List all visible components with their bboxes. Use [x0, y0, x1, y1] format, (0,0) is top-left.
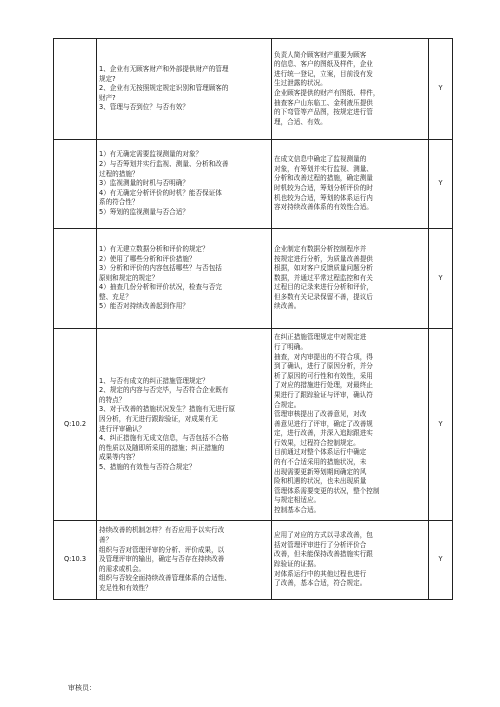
requirement-line: 财产? [99, 93, 116, 102]
evidence-line: 在成文信息中确定了监视测量的 [274, 155, 367, 164]
requirement-line: 1）有无确定需要监视测量的对象？ [99, 150, 203, 159]
result-cell: Y [429, 329, 453, 521]
requirement-line: 4）抽查几份分析和评价状况，检查与否完 [99, 283, 222, 292]
evidence-line: 的信息、客户的图纸及样件，企业 [274, 60, 373, 69]
audit-checklist-table [53, 38, 453, 600]
table-row [54, 229, 453, 329]
evidence-line: 在纠正措施管理规定中对规定进 [274, 333, 367, 342]
clause-id-cell: Q:10.2 [54, 329, 97, 521]
evidence-line: 险和机遇的状况，也未出现质量 [274, 477, 367, 486]
evidence-line: 行效果，过程符合控制规定。 [274, 438, 360, 447]
requirement-line: 5）能否对持续改善起到作用？ [99, 302, 189, 311]
evidence-line: 合规定。 [274, 400, 301, 409]
requirement-line: 的特点？ [99, 395, 126, 404]
evidence-line: 理，合适、有效。 [274, 117, 327, 126]
evidence-line: 踪验证的证据。 [274, 560, 321, 568]
evidence-line: 进行统一登记，立案，目前没有发 [274, 69, 373, 78]
requirement-cell [97, 329, 272, 521]
requirement-line: 组织与否对管理评审的分析、评价成果，以 [99, 545, 225, 554]
requirement-line: 成果等内容？ [99, 453, 139, 462]
requirement-line: 的性质以及随即所采用的措施；纠正措施的 [99, 443, 225, 452]
evidence-cell [272, 140, 429, 229]
requirement-line: 3、管理与否到位？与否有效？ [99, 103, 189, 112]
requirement-line: 2）使用了哪些分析和评价措施？ [99, 254, 196, 263]
requirement-line: 2）与否筹划并实行监视、测量、分析和改善 [99, 160, 229, 169]
result-cell: Y [429, 521, 453, 600]
result-cell: Y [429, 140, 453, 229]
evidence-line: 负责人简介顾客财产重要为顾客 [274, 50, 367, 59]
evidence-cell [272, 329, 429, 521]
evidence-line: 对体系运行中的其他过程也进行 [274, 569, 367, 578]
evidence-line: 行了明确。 [274, 342, 307, 351]
requirement-line: 3）分析和评价的内容包括哪些？与否包括 [99, 264, 222, 273]
evidence-line: 容对持续改善体系的有效性合适。 [274, 203, 373, 212]
evidence-line: 管理审核提出了改善意见，对改 [274, 410, 367, 419]
requirement-line: 持续改善的机制怎样？有否应用予以实行改 [99, 526, 225, 535]
requirement-line: 进行评审确认？ [99, 424, 146, 433]
result-cell: Y [429, 229, 453, 329]
reviewer-label: 审核员： [68, 684, 96, 692]
evidence-line: 善意见进行了评审，确定了改善规 [274, 419, 373, 428]
clause-id-cell [54, 140, 97, 229]
evidence-line: 了改善，基本合适，符合规定。 [274, 579, 367, 588]
requirement-line: 因分析，有无进行跟踪验证，对成果有无 [99, 414, 218, 423]
evidence-line: 析了原因的可行性和有效性，采用 [274, 371, 373, 380]
evidence-line: 的有不合适采用的措施状况，未 [274, 458, 367, 467]
requirement-line: 1、与否有成文的纠正措施管理规定？ [99, 376, 209, 385]
evidence-line: 对象，有筹划并实行监视、测量、 [274, 164, 373, 173]
evidence-line: 应用了对应的方式以寻求改善，包 [274, 531, 373, 540]
evidence-cell [272, 39, 429, 140]
evidence-line: 定，进行改善，并深入追踪跟进实 [274, 429, 373, 438]
evidence-line: 时机较为合适，筹划分析评价的时 [274, 184, 373, 192]
requirement-line: 5）筹划的监视测量与否合适？ [99, 207, 189, 216]
requirement-line: 的需求或机会。 [99, 564, 146, 573]
requirement-line: 5、措施的有效性与否符合规定？ [99, 462, 196, 471]
requirement-line: 过程的措施？ [99, 169, 139, 178]
evidence-line: 企业制定有数据分析控制程序并 [274, 244, 367, 253]
requirement-cell [97, 140, 272, 229]
evidence-line: 果进行了跟踪验证与评审，确认符 [274, 390, 373, 399]
evidence-line: 到了确认，进行了原因分析，并分 [274, 362, 373, 371]
evidence-line: 生过泄露的状况。 [274, 79, 327, 88]
table-row [54, 140, 453, 229]
evidence-line: 管理体系需要变更的状况，整个控制 [274, 486, 380, 495]
requirement-line: 系的符合性？ [99, 198, 139, 207]
requirement-line: 2、企业有无按照规定规定识别和管理顾客的 [99, 84, 229, 93]
requirement-line: 组织与否较全面持续改善管理体系的合适性、 [99, 574, 231, 583]
requirement-line: 3）监视测量的时机与否明确？ [99, 179, 189, 188]
evidence-line: 出现需要更新筹划期间确定的风 [274, 467, 367, 476]
evidence-line: 改善，但未能保持改善措施实行跟 [274, 550, 373, 559]
evidence-line: 目前通过对整个体系运行中确定 [274, 448, 367, 457]
evidence-cell [272, 229, 429, 329]
requirement-line: 原则和规定的规定？ [99, 273, 159, 282]
evidence-line: 了对应的措施进行处理，对最终止 [274, 381, 373, 390]
clause-id-cell: Q:10.3 [54, 521, 97, 600]
requirement-line: 2、规定的内容与否完毕，与否符合企业既有 [99, 386, 229, 395]
evidence-line: 的下弯管等产品图，按规定进行管 [274, 108, 373, 117]
evidence-line: 按规定进行分析，为质量改善提供 [274, 254, 373, 263]
evidence-line: 与规定相适应。 [274, 496, 321, 505]
requirement-line: 及管理评审的输出，确定与否存在持续改善 [99, 555, 225, 564]
requirement-line: 1）有无建立数据分析和评价的规定？ [99, 244, 209, 253]
evidence-line: 过程目的记录来进行分析和评价， [274, 283, 373, 292]
table-row [54, 39, 453, 140]
table-row [54, 329, 453, 521]
evidence-line: 企业顾客提供的财产有图纸、样件， [274, 89, 380, 97]
evidence-cell [272, 521, 429, 600]
evidence-line: 分析和改善过程的措施，确定测量 [274, 174, 373, 183]
requirement-line: 4）有无确定分析评价的时机？能否保证体 [99, 188, 222, 197]
table-body [54, 39, 453, 600]
requirement-line: 充足性和有效性？ [99, 583, 152, 592]
evidence-line: 抽查客户山东临工、金利液压提供 [274, 98, 373, 107]
requirement-cell [97, 229, 272, 329]
requirement-line: 整、充足？ [99, 292, 132, 301]
requirement-cell [97, 39, 272, 140]
requirement-line: 1、企业有无顾客财产和外部提供财产的管理 [99, 65, 229, 74]
evidence-line: 根据，如对客户反馈质量问题分析 [274, 264, 373, 273]
requirement-line: 善？ [99, 536, 113, 545]
requirement-line: 3、对于改善的措施状况发生？措施有无进行原 [99, 405, 236, 414]
evidence-line: 括对管理评审进行了分析评价合 [274, 540, 367, 549]
clause-id-cell [54, 229, 97, 329]
table-row [54, 521, 453, 600]
requirement-cell [97, 521, 272, 600]
result-cell: Y [429, 39, 453, 140]
evidence-line: 控制基本合适。 [274, 506, 321, 515]
requirement-line: 规定? [99, 74, 116, 83]
evidence-line: 数据，并通过平常过程监控和有关 [274, 273, 373, 282]
evidence-line: 抽查，对内审提出的不符合项，得 [274, 352, 373, 361]
requirement-line: 4、纠正措施有无成文信息，与否包括不合格 [99, 434, 229, 443]
clause-id-cell [54, 39, 97, 140]
evidence-line: 但多数有关记录保留不善，提议后 [274, 292, 373, 301]
evidence-line: 机也较为合适，筹划的体系运行内 [274, 193, 373, 202]
evidence-line: 续改善。 [274, 302, 301, 311]
